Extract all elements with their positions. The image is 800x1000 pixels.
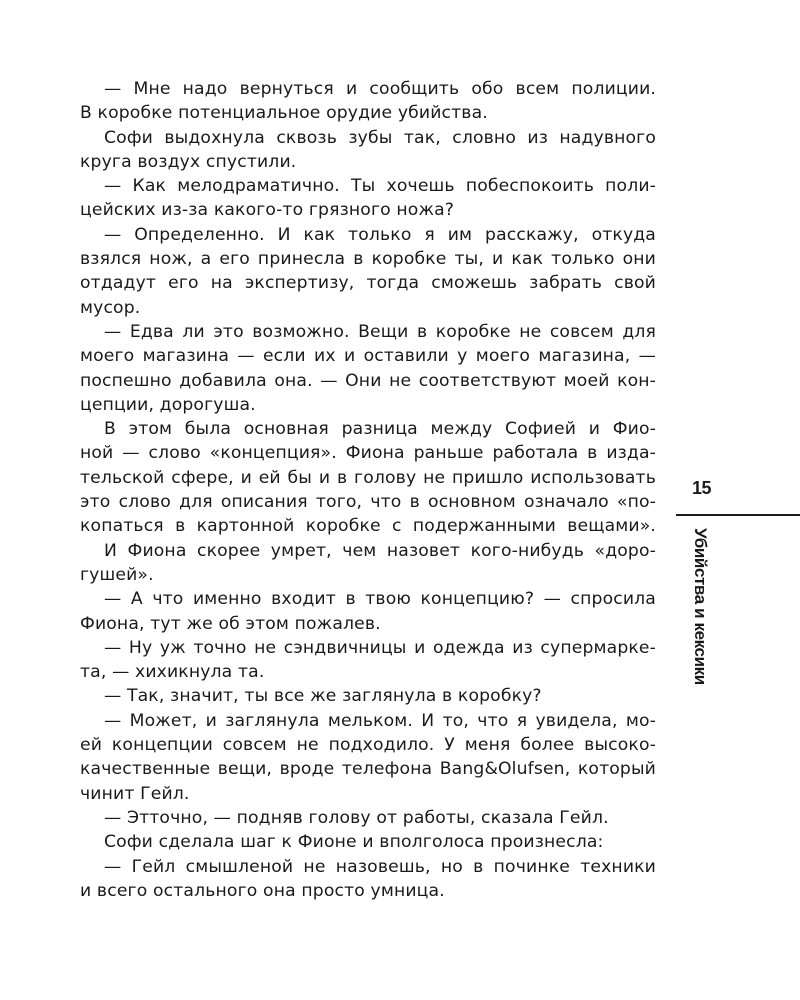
text-line: — Ну уж точно не сэндвичницы и одежда из супермарке- xyxy=(104,637,656,658)
text-line: Фиона, тут же об этом пожалев. xyxy=(80,613,381,634)
text-line: тельской сфере, и ей бы и в голову не пришло использовать xyxy=(80,467,656,488)
text-line: В этом была основная разница между Софией и Фио- xyxy=(104,419,656,440)
text-line: — Мне надо вернуться и сообщить обо всем полиции. xyxy=(104,79,656,99)
text-line: — Этточно, — подняв голову от работы, сказала Гейл. xyxy=(104,807,609,828)
text-line: ей концепции совсем не подходило. У меня более высоко- xyxy=(80,735,656,756)
text-line: и всего остального она просто умница. xyxy=(80,880,445,901)
text-line: — Едва ли это возможно. Вещи в коробке не совсем для xyxy=(104,321,656,342)
running-title-container xyxy=(688,528,712,685)
text-line: — Определенно. И как только я им расскажу, откуда xyxy=(104,224,656,245)
text-line: — Гейл смышленой не назовешь, но в починке техники xyxy=(104,856,656,877)
text-line: цепции, дорогуша. xyxy=(80,394,256,415)
text-line: — А что именно входит в твою концепцию? — спросила xyxy=(104,589,656,610)
text-line: гушей». xyxy=(80,564,154,585)
text-line: чинит Гейл. xyxy=(80,783,190,804)
text-line: круга воздух спустили. xyxy=(80,151,297,172)
text-line: Софи сделала шаг к Фионе и вполголоса произнесла: xyxy=(104,832,604,853)
text-line: ной — слово «концепция». Фиона раньше работала в изда- xyxy=(80,443,656,464)
text-line: та, — хихикнула та. xyxy=(80,662,265,683)
text-line: мусор. xyxy=(80,297,141,318)
text-line: поспешно добавила она. — Они не соответствуют моей кон- xyxy=(80,370,656,391)
text-line: взялся нож, а его принесла в коробке ты, и как только они xyxy=(80,249,656,270)
text-line: В коробке потенциальное орудие убийства. xyxy=(80,103,488,124)
text-line: копаться в картонной коробке с подержанными вещами». xyxy=(80,516,656,537)
page-number: 15 xyxy=(692,478,712,498)
text-line: И Фиона скорее умрет, чем назовет кого-нибудь «доро- xyxy=(104,540,656,561)
page-text-block xyxy=(80,77,656,903)
text-line: это слово для описания того, что в основном означало «по- xyxy=(80,492,656,513)
margin-rule xyxy=(676,514,800,516)
text-line: — Может, и заглянула мельком. И то, что я увидела, мо- xyxy=(104,710,656,731)
text-line: качественные вещи, вроде телефона Bang&Olufsen, который xyxy=(80,759,656,780)
text-line: отдадут его на экспертизу, тогда сможешь забрать свой xyxy=(80,273,656,294)
text-line: Софи выдохнула сквозь зубы так, словно из надувного xyxy=(104,127,656,148)
text-line: — Как мелодраматично. Ты хочешь побеспокоить поли- xyxy=(104,176,656,197)
running-title: Убийства и кексики xyxy=(691,528,710,685)
text-line: цейских из-за какого-то грязного ножа? xyxy=(80,200,455,221)
text-line: — Так, значит, ты все же заглянула в коробку? xyxy=(104,686,542,707)
text-line: моего магазина — если их и оставили у моего магазина, — xyxy=(80,346,656,367)
